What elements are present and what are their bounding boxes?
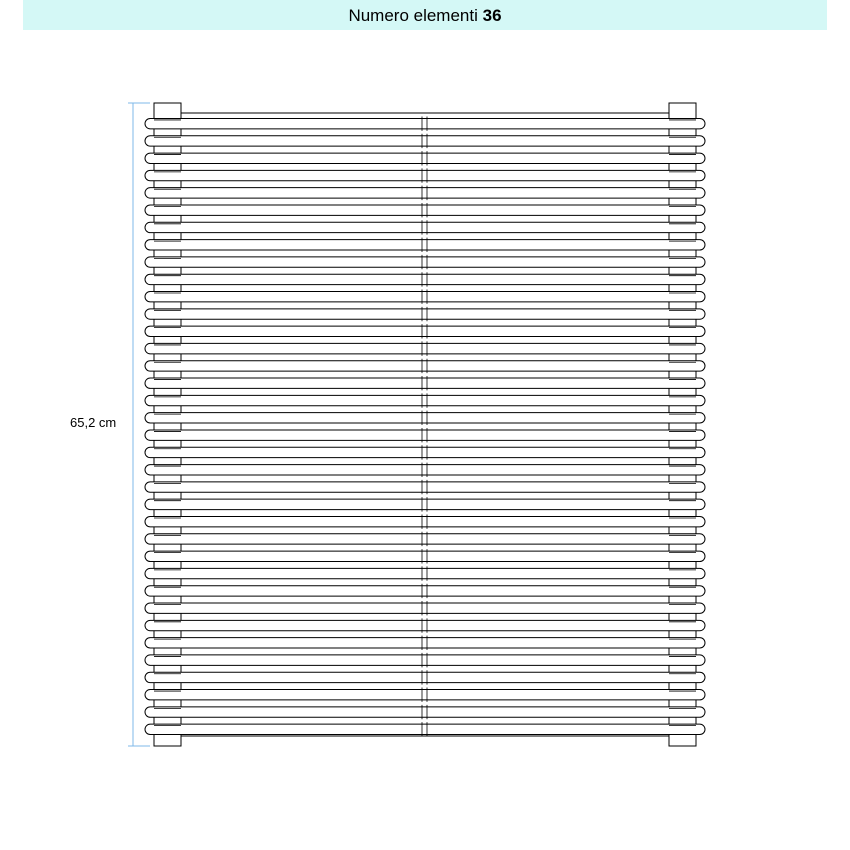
radiator-tube	[145, 205, 705, 215]
radiator-tube	[145, 170, 705, 180]
element-count: 36	[482, 6, 502, 25]
radiator-tube	[145, 309, 705, 319]
radiator-tube	[145, 568, 705, 578]
header-label: Numero elementi	[348, 6, 478, 25]
right-collector	[669, 103, 696, 746]
radiator-tube	[145, 534, 705, 544]
radiator-tube	[145, 672, 705, 682]
radiator-tube	[145, 292, 705, 302]
radiator-tube	[145, 430, 705, 440]
radiator-tube	[145, 551, 705, 561]
height-dimension-label: 65,2 cm	[70, 415, 117, 430]
radiator-tube	[145, 343, 705, 353]
radiator-tubes	[145, 116, 705, 736]
radiator-tube	[145, 603, 705, 613]
radiator-tube	[145, 447, 705, 457]
radiator-tube	[145, 378, 705, 388]
radiator-tube	[145, 395, 705, 405]
radiator-tube	[145, 361, 705, 371]
height-dimension-line	[128, 103, 150, 746]
radiator-tube	[145, 153, 705, 163]
radiator-tube	[145, 188, 705, 198]
radiator-tube	[145, 499, 705, 509]
radiator-tube	[145, 724, 705, 734]
radiator-tube	[145, 638, 705, 648]
radiator-tube	[145, 136, 705, 146]
radiator-tube	[145, 707, 705, 717]
radiator-tube	[145, 465, 705, 475]
radiator-tube	[145, 118, 705, 128]
radiator-tube	[145, 413, 705, 423]
radiator-tube	[145, 655, 705, 665]
left-collector	[154, 103, 181, 746]
radiator-tube	[145, 482, 705, 492]
radiator-tube	[145, 690, 705, 700]
radiator-tube	[145, 257, 705, 267]
radiator-tube	[145, 620, 705, 630]
radiator-tube	[145, 274, 705, 284]
radiator-tube	[145, 586, 705, 596]
radiator-tube	[145, 240, 705, 250]
radiator-tube	[145, 222, 705, 232]
radiator-tube	[145, 516, 705, 526]
radiator-tube	[145, 326, 705, 336]
radiator-frame	[154, 103, 696, 746]
